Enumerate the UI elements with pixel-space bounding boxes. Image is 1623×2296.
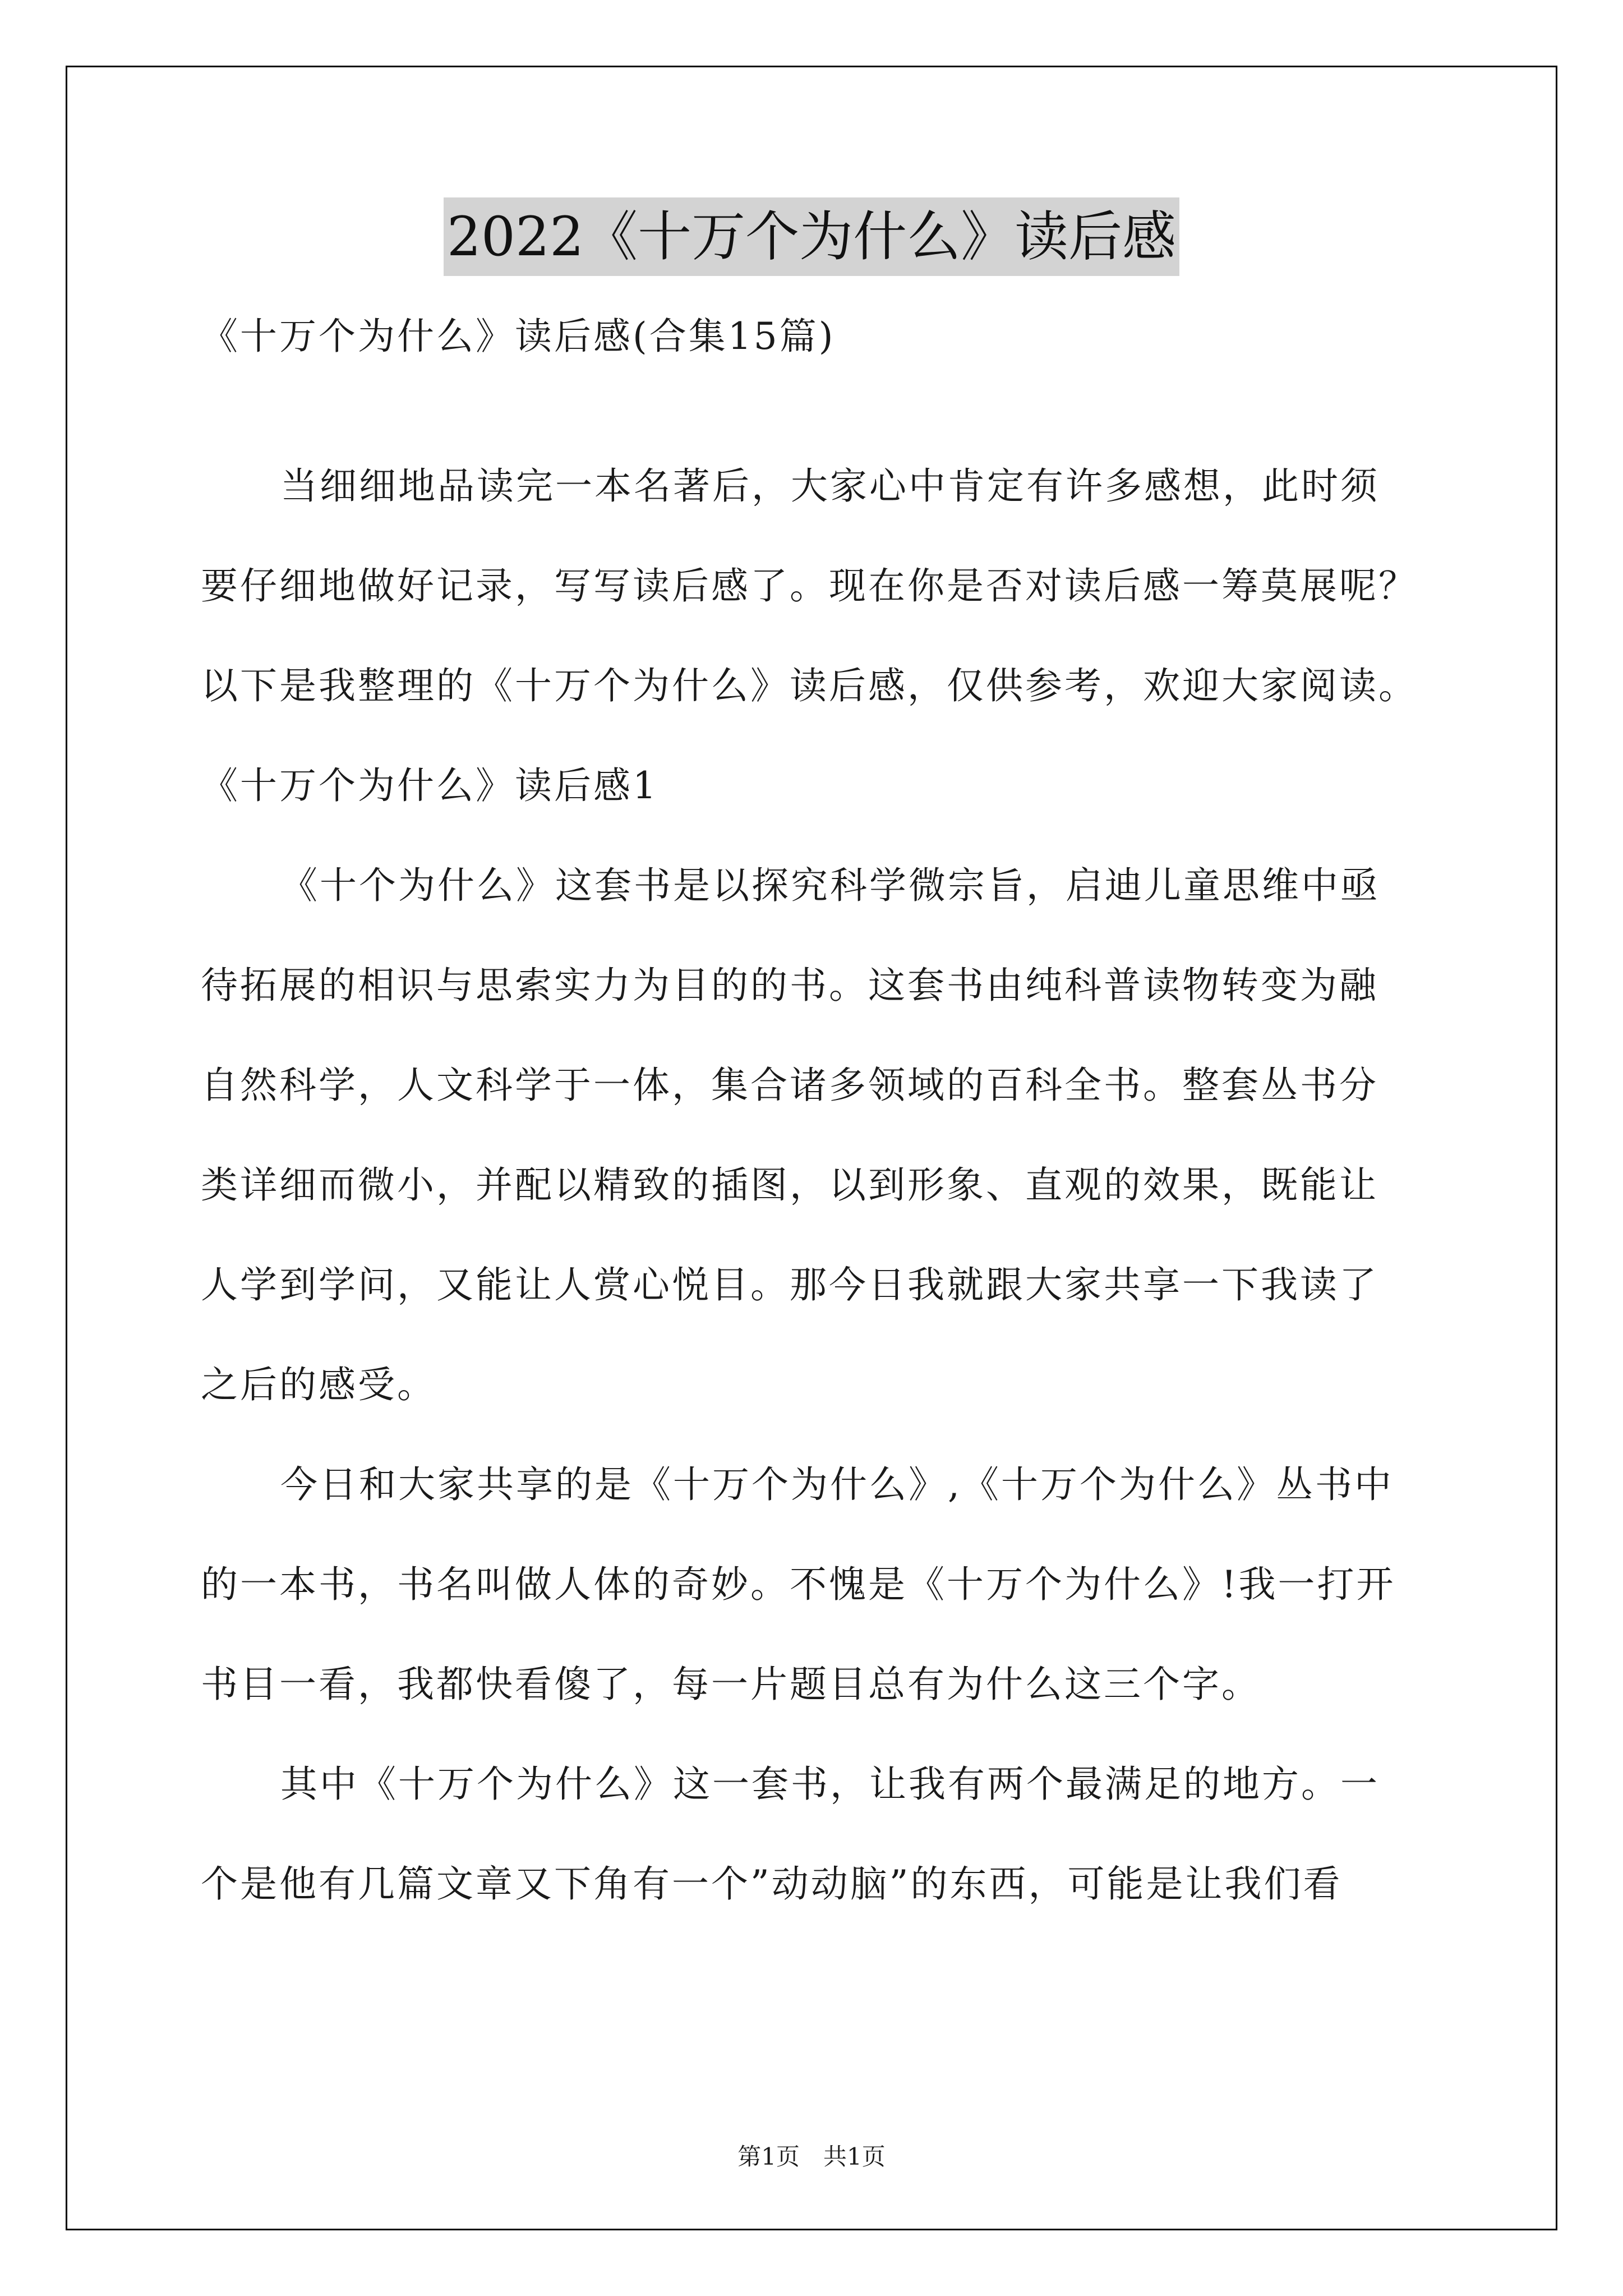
- document-title: 2022《十万个为什么》读后感: [444, 197, 1179, 276]
- paragraph-line: 的一本书，书名叫做人体的奇妙。不愧是《十万个为什么》!我一打开: [201, 1563, 1396, 1606]
- paragraph-line: 《十个为什么》这套书是以探究科学微宗旨，启迪儿童思维中亟: [280, 864, 1380, 907]
- paragraph-line: 之后的感受。: [201, 1363, 436, 1406]
- paragraph-line: 书目一看，我都快看傻了，每一片题目总有为什么这三个字。: [201, 1663, 1261, 1706]
- paragraph-line: 个是他有几篇文章又下角有一个”动动脑”的东西，可能是让我们看: [201, 1862, 1343, 1906]
- paragraph-line: 以下是我整理的《十万个为什么》读后感，仅供参考，欢迎大家阅读。: [201, 664, 1418, 707]
- subtitle-line: 《十万个为什么》读后感(合集15篇): [201, 315, 836, 358]
- section-heading: 《十万个为什么》读后感1: [201, 764, 658, 807]
- paragraph-line: 今日和大家共享的是《十万个为什么》,《十万个为什么》丛书中: [280, 1463, 1394, 1506]
- paragraph-line: 待拓展的相识与思索实力为目的的书。这套书由纯科普读物转变为融: [201, 964, 1378, 1007]
- paragraph-line: 自然科学，人文科学于一体，集合诸多领域的百科全书。整套丛书分: [201, 1064, 1378, 1107]
- page-footer: 第1页 共1页: [737, 2143, 886, 2170]
- title-container: [0, 197, 1623, 276]
- paragraph-line: 当细细地品读完一本名著后，大家心中肯定有许多感想，此时须: [280, 464, 1380, 508]
- paragraph-line: 其中《十万个为什么》这一套书，让我有两个最满足的地方。一: [280, 1763, 1380, 1806]
- paragraph-line: 类详细而微小，并配以精致的插图，以到形象、直观的效果，既能让: [201, 1163, 1378, 1207]
- paragraph-line: 人学到学问，又能让人赏心悦目。那今日我就跟大家共享一下我读了: [201, 1263, 1378, 1306]
- paragraph-line: 要仔细地做好记录，写写读后感了。现在你是否对读后感一筹莫展呢？: [201, 564, 1418, 608]
